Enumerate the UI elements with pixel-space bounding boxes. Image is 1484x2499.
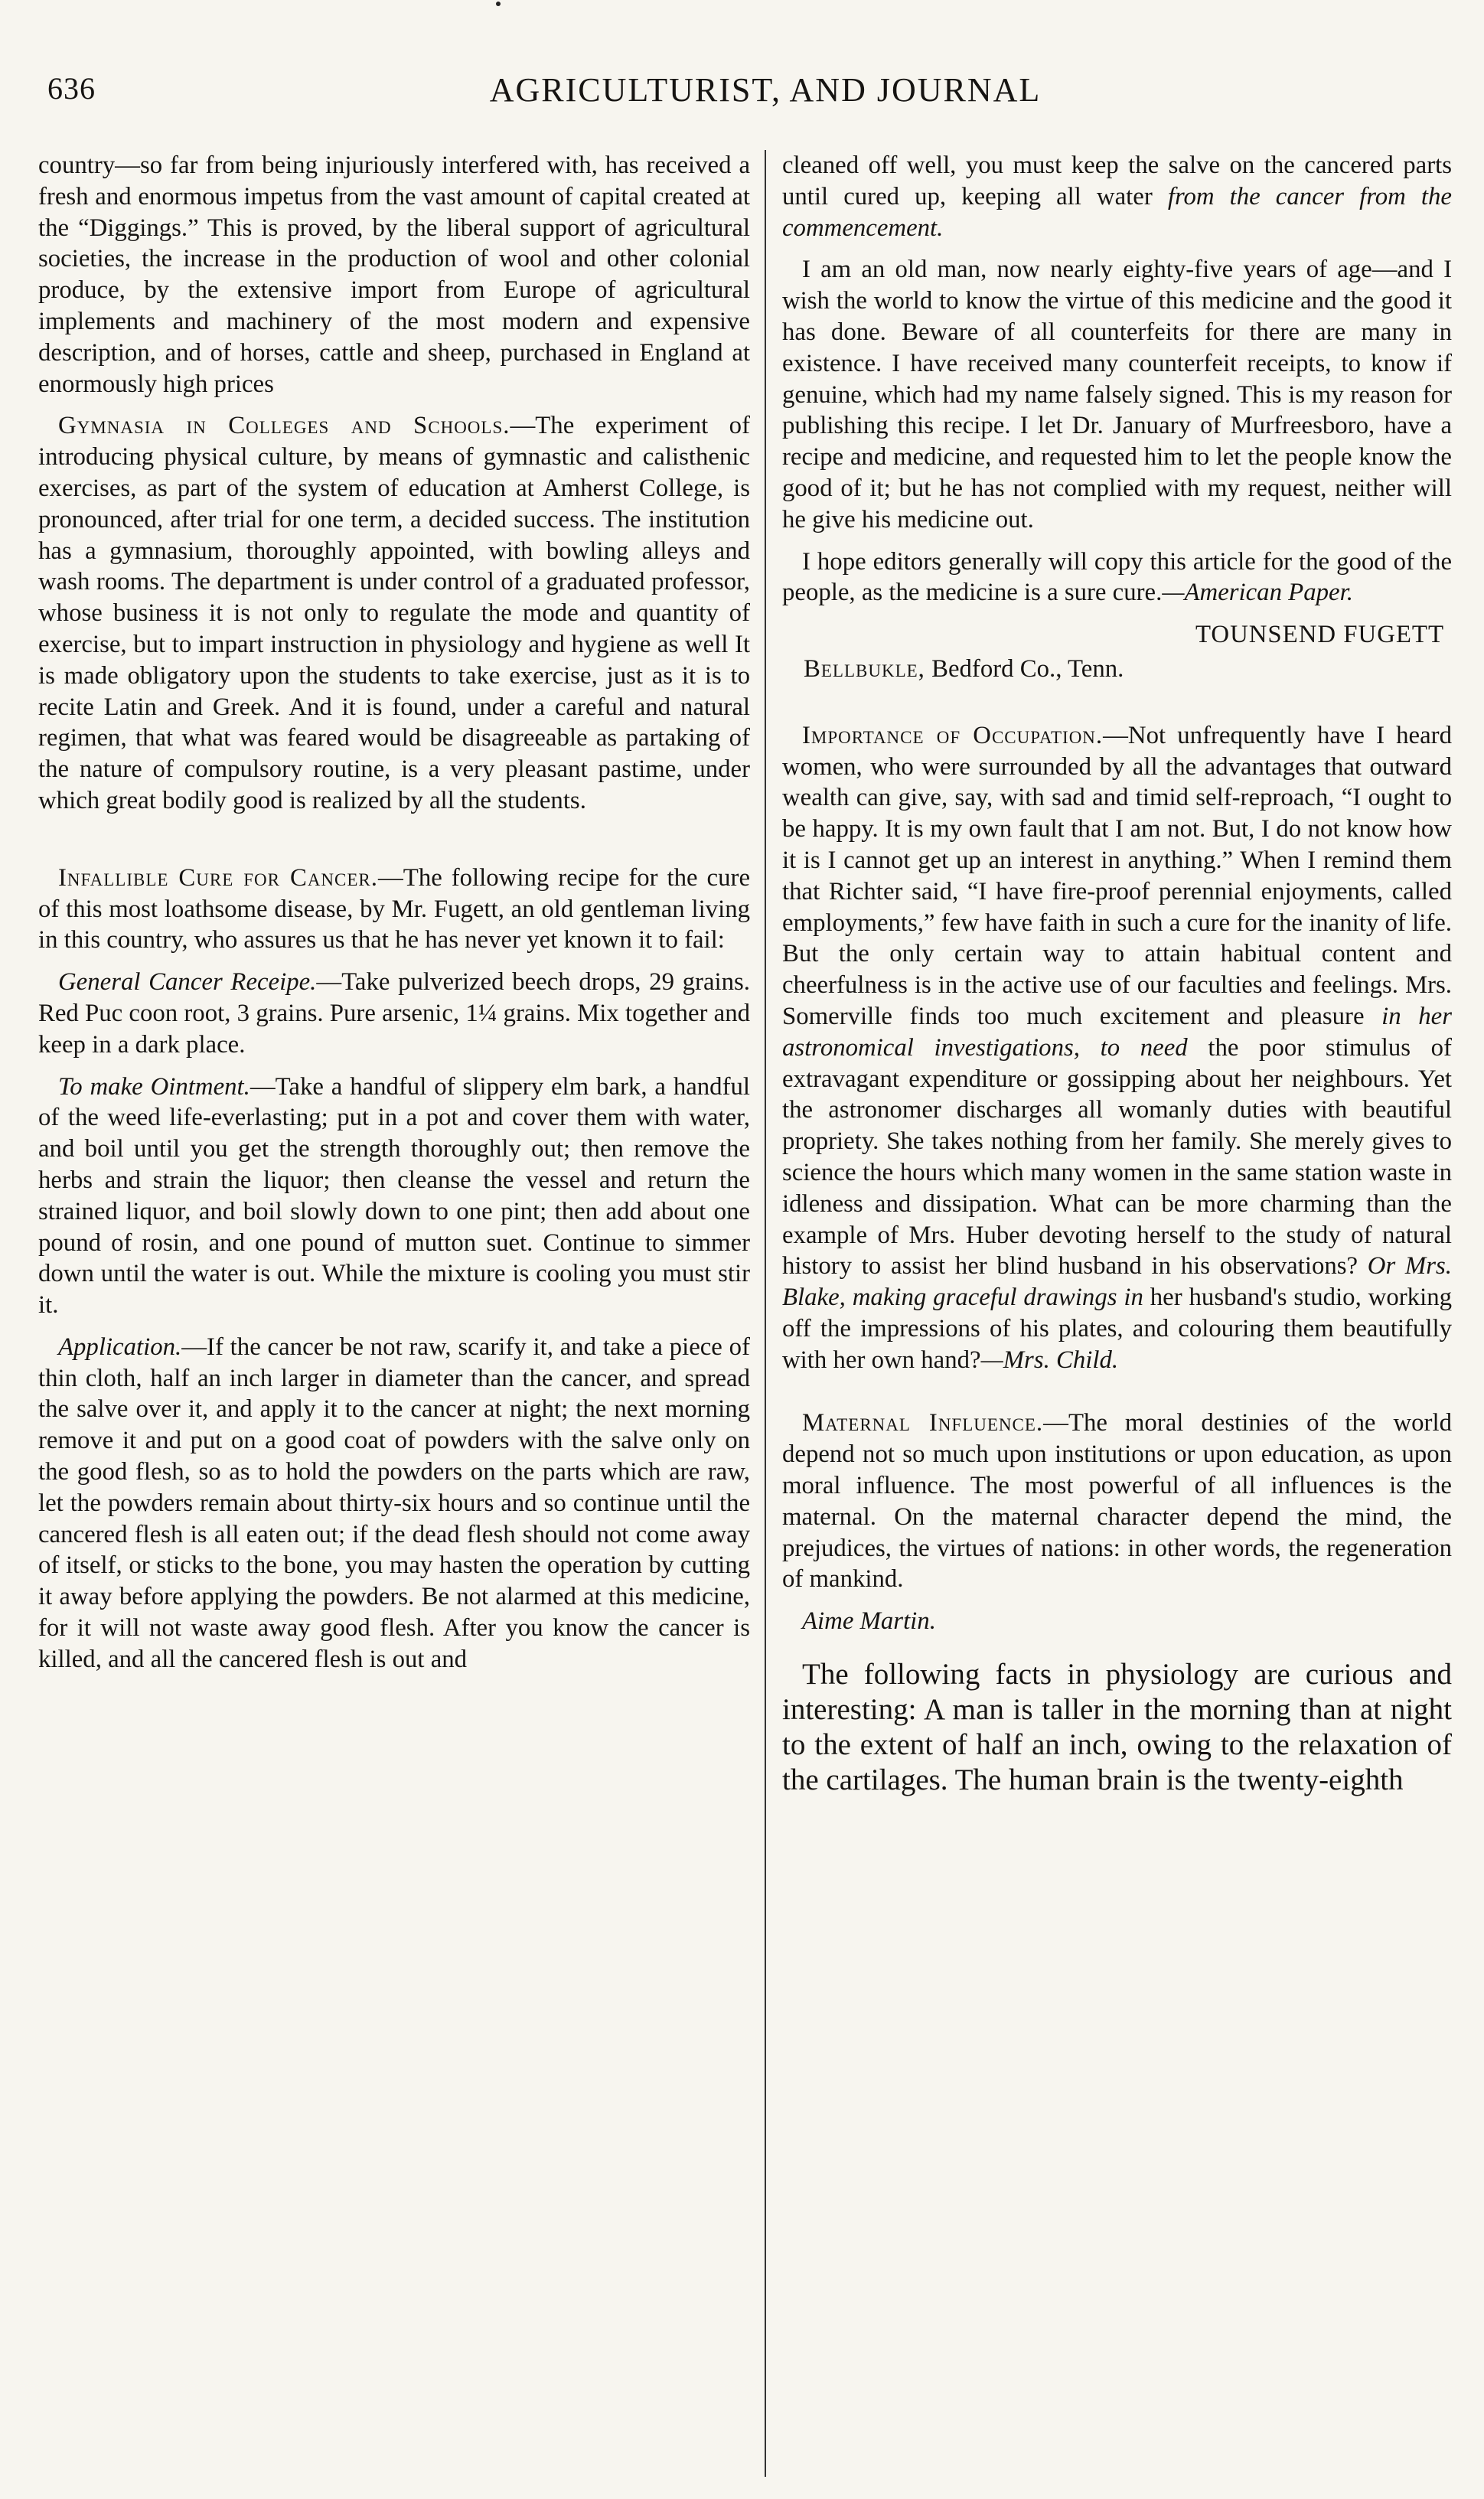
article-paragraph-maternal (782, 1408, 1452, 1595)
article-subheading: Application. (58, 1333, 182, 1361)
article-paragraph-occupation (782, 720, 1452, 1376)
article-body: —If the cancer be not raw, scarify it, and take a piece of thin cloth, half an inch larger in diameter than the cancer, and spread the salve over it, and apply it to the cancer at night; the next morning remove it and put on a good coat of powders with the salve only on the good flesh, so as to hold the powders on the parts which are raw, let the powders remain about thirty-six hours and so continue until the cancered flesh is all eaten out; if the dead flesh should not come away of itself, or sticks to the bone, you may hasten the operation by cutting it away before applying the powders. Be not alarmed at this medicine, for it will not waste away good flesh. After you know the cancer is killed, and all the cancered flesh is out and (38, 1333, 750, 1673)
article-paragraph (782, 546, 1452, 609)
column-rule (765, 150, 766, 2477)
article-paragraph-physiology: The following facts in physiology are curious and interesting: A man is taller in the morning than at night to the extent of half an inch, owing to the relaxation of the cartilages. The human brain is the twenty-eighth (782, 1658, 1452, 1797)
place-detail: Bedford Co., Tenn. (925, 654, 1124, 683)
article-body: —The following recipe for the cure of this most loathsome disease, by Mr. Fugett, an old gentleman living in this country, who assures us that he has never yet known it to fail: (38, 863, 750, 954)
ink-speck (496, 2, 501, 6)
spacer (782, 1386, 1452, 1408)
right-column (782, 150, 1452, 2484)
article-body: —Take pulverized beech drops, 29 grains. Red Puc coon root, 3 grains. Pure arsenic, 1¼ grains. Mix together and keep in a dark place. (38, 968, 750, 1059)
signature-place (804, 654, 1452, 685)
article-body: the poor stimulus of extravagant expenditure or gossipping about her neighbours. Yet the astronomer discharges all womanly duties with beautiful propriety. She takes nothing from her family. She merely gives to science the hours which many women in the same station waste in idleness and dissipation. What can be more charming than the example of Mrs. Huber devoting herself to the study of natural history to assist her blind husband in his observations? (782, 1033, 1452, 1280)
article-paragraph-cancer (38, 863, 750, 956)
spacer (38, 827, 750, 863)
article-paragraph-ointment (38, 1072, 750, 1321)
article-body: her husband's studio, working off the impressions of his plates, and colouring them beautifully with her own hand? (782, 1284, 1452, 1374)
article-source: —American Paper. (1162, 579, 1353, 607)
article-body: cleaned off well, you must keep the salve on the cancered parts until cured up, keeping all water (782, 152, 1452, 210)
signature: TOUNSEND FUGETT (1195, 621, 1444, 649)
article-paragraph (782, 150, 1452, 243)
article-subheading: To make Ointment. (58, 1072, 250, 1101)
article-paragraph-gymnasia (38, 410, 750, 816)
article-source: —Mrs. Child. (980, 1346, 1119, 1374)
page-number: 636 (47, 71, 96, 106)
article-body: —The experiment of introducing physical culture, by means of gymnastic and calisthenic exercises, as part of the system of education at Amherst College, is pronounced, after trial for one term, a decided success. The institution has a gymnasium, thoroughly appointed, with bowling alleys and wash rooms. The department is under control of a graduated professor, whose business it is not only to regulate the mode and quantity of exercise, but to impart instruction in physiology and hygiene as well It is made obligatory upon the students to take exercise, just as it is to recite Latin and Greek. And it is found, under a careful and natural regimen, that what was feared would be disagreeable as partaking of the nature of compulsory routine, is a very pleasant pastime, under which great bodily good is realized by all the students. (38, 412, 750, 814)
article-heading: Gymnasia in Colleges and Schools. (58, 412, 510, 440)
page-header (38, 70, 1446, 124)
article-paragraph: country—so far from being injuriously interfered with, has received a fresh and enormous impetus from the vast amount of capital created at the “Diggings.” This is proved, by the liberal support of agricultural societies, the increase in the production of wool and other colonial produce, by the extensive import from Europe of agricultural implements and machinery of the most modern and expensive description, and of horses, cattle and sheep, purchased in England at enormously high prices (38, 152, 750, 398)
running-head: AGRICULTURIST, AND JOURNAL (489, 71, 1042, 109)
article-emphasis: from the cancer from the commencement. (782, 182, 1452, 242)
article-emphasis: Or Mrs. Blake, making graceful drawings in (782, 1252, 1452, 1312)
article-heading: Infallible Cure for Cancer. (58, 863, 378, 892)
article-heading: Importance of Occupation. (802, 721, 1104, 749)
article-paragraph-receipe (38, 967, 750, 1060)
article-source-line (802, 1606, 1452, 1637)
article-subheading: General Cancer Receipe. (58, 968, 317, 997)
article-paragraph-application (38, 1332, 750, 1675)
article-body: I hope editors generally will copy this article for the good of the people, as the medicine is a sure cure. (782, 547, 1452, 607)
place-name: Bellbukle, (804, 654, 925, 683)
article-body: —The moral destinies of the world depend not so much upon institutions or upon education, as upon moral influence. The most powerful of all influences is the maternal. On the maternal character depend the mind, the prejudices, the virtues of nations: in other words, the regeneration of mankind. (782, 1409, 1452, 1594)
article-emphasis: in her astronomical investigations, to need (782, 1002, 1452, 1062)
article-body: —Take a handful of slippery elm bark, a handful of the weed life-everlasting; put in a pot and cover them with water, and boil until you get the strength thoroughly out; then remove the herbs and strain the liquor; then cleanse the vessel and return the strained liquor, and boil slowly down to one pint; then add about one pound of rosin, and one pound of mutton suet. Continue to simmer down until the water is out. While the mixture is cooling you must stir it. (38, 1072, 750, 1320)
article-paragraph: I am an old man, now nearly eighty-five years of age—and I wish the world to know the virtue of this medicine and the good it has done. Beware of all counterfeits for there are many in existence. I have received many counterfeit receipts, to know if genuine, which had my name falsely signed. This is my reason for publishing this recipe. I let Dr. January of Murfreesboro, have a recipe and medicine, and requested him to let the people know the good of it; but he has not complied with my request, neither will he give his medicine out. (782, 256, 1452, 533)
article-heading: Maternal Influence. (802, 1409, 1044, 1437)
article-body: —Not unfrequently have I heard women, who were surrounded by all the advantages that outward wealth can give, say, with sad and timid self-reproach, “I ought to be happy. It is my own fault that I am not. But, I do not know how it is I cannot get up an interest in anything.” When I remind them that Richter said, “I have fire-proof perennial enjoyments, called employments,” few have faith in such a cure for the inanity of life. But the only certain way to attain habitual content and cheerfulness is in the active use of our faculties and feelings. Mrs. Somerville finds too much excitement and pleasure (782, 721, 1452, 1030)
left-column (38, 150, 750, 2484)
article-source: Aime Martin. (802, 1607, 936, 1636)
